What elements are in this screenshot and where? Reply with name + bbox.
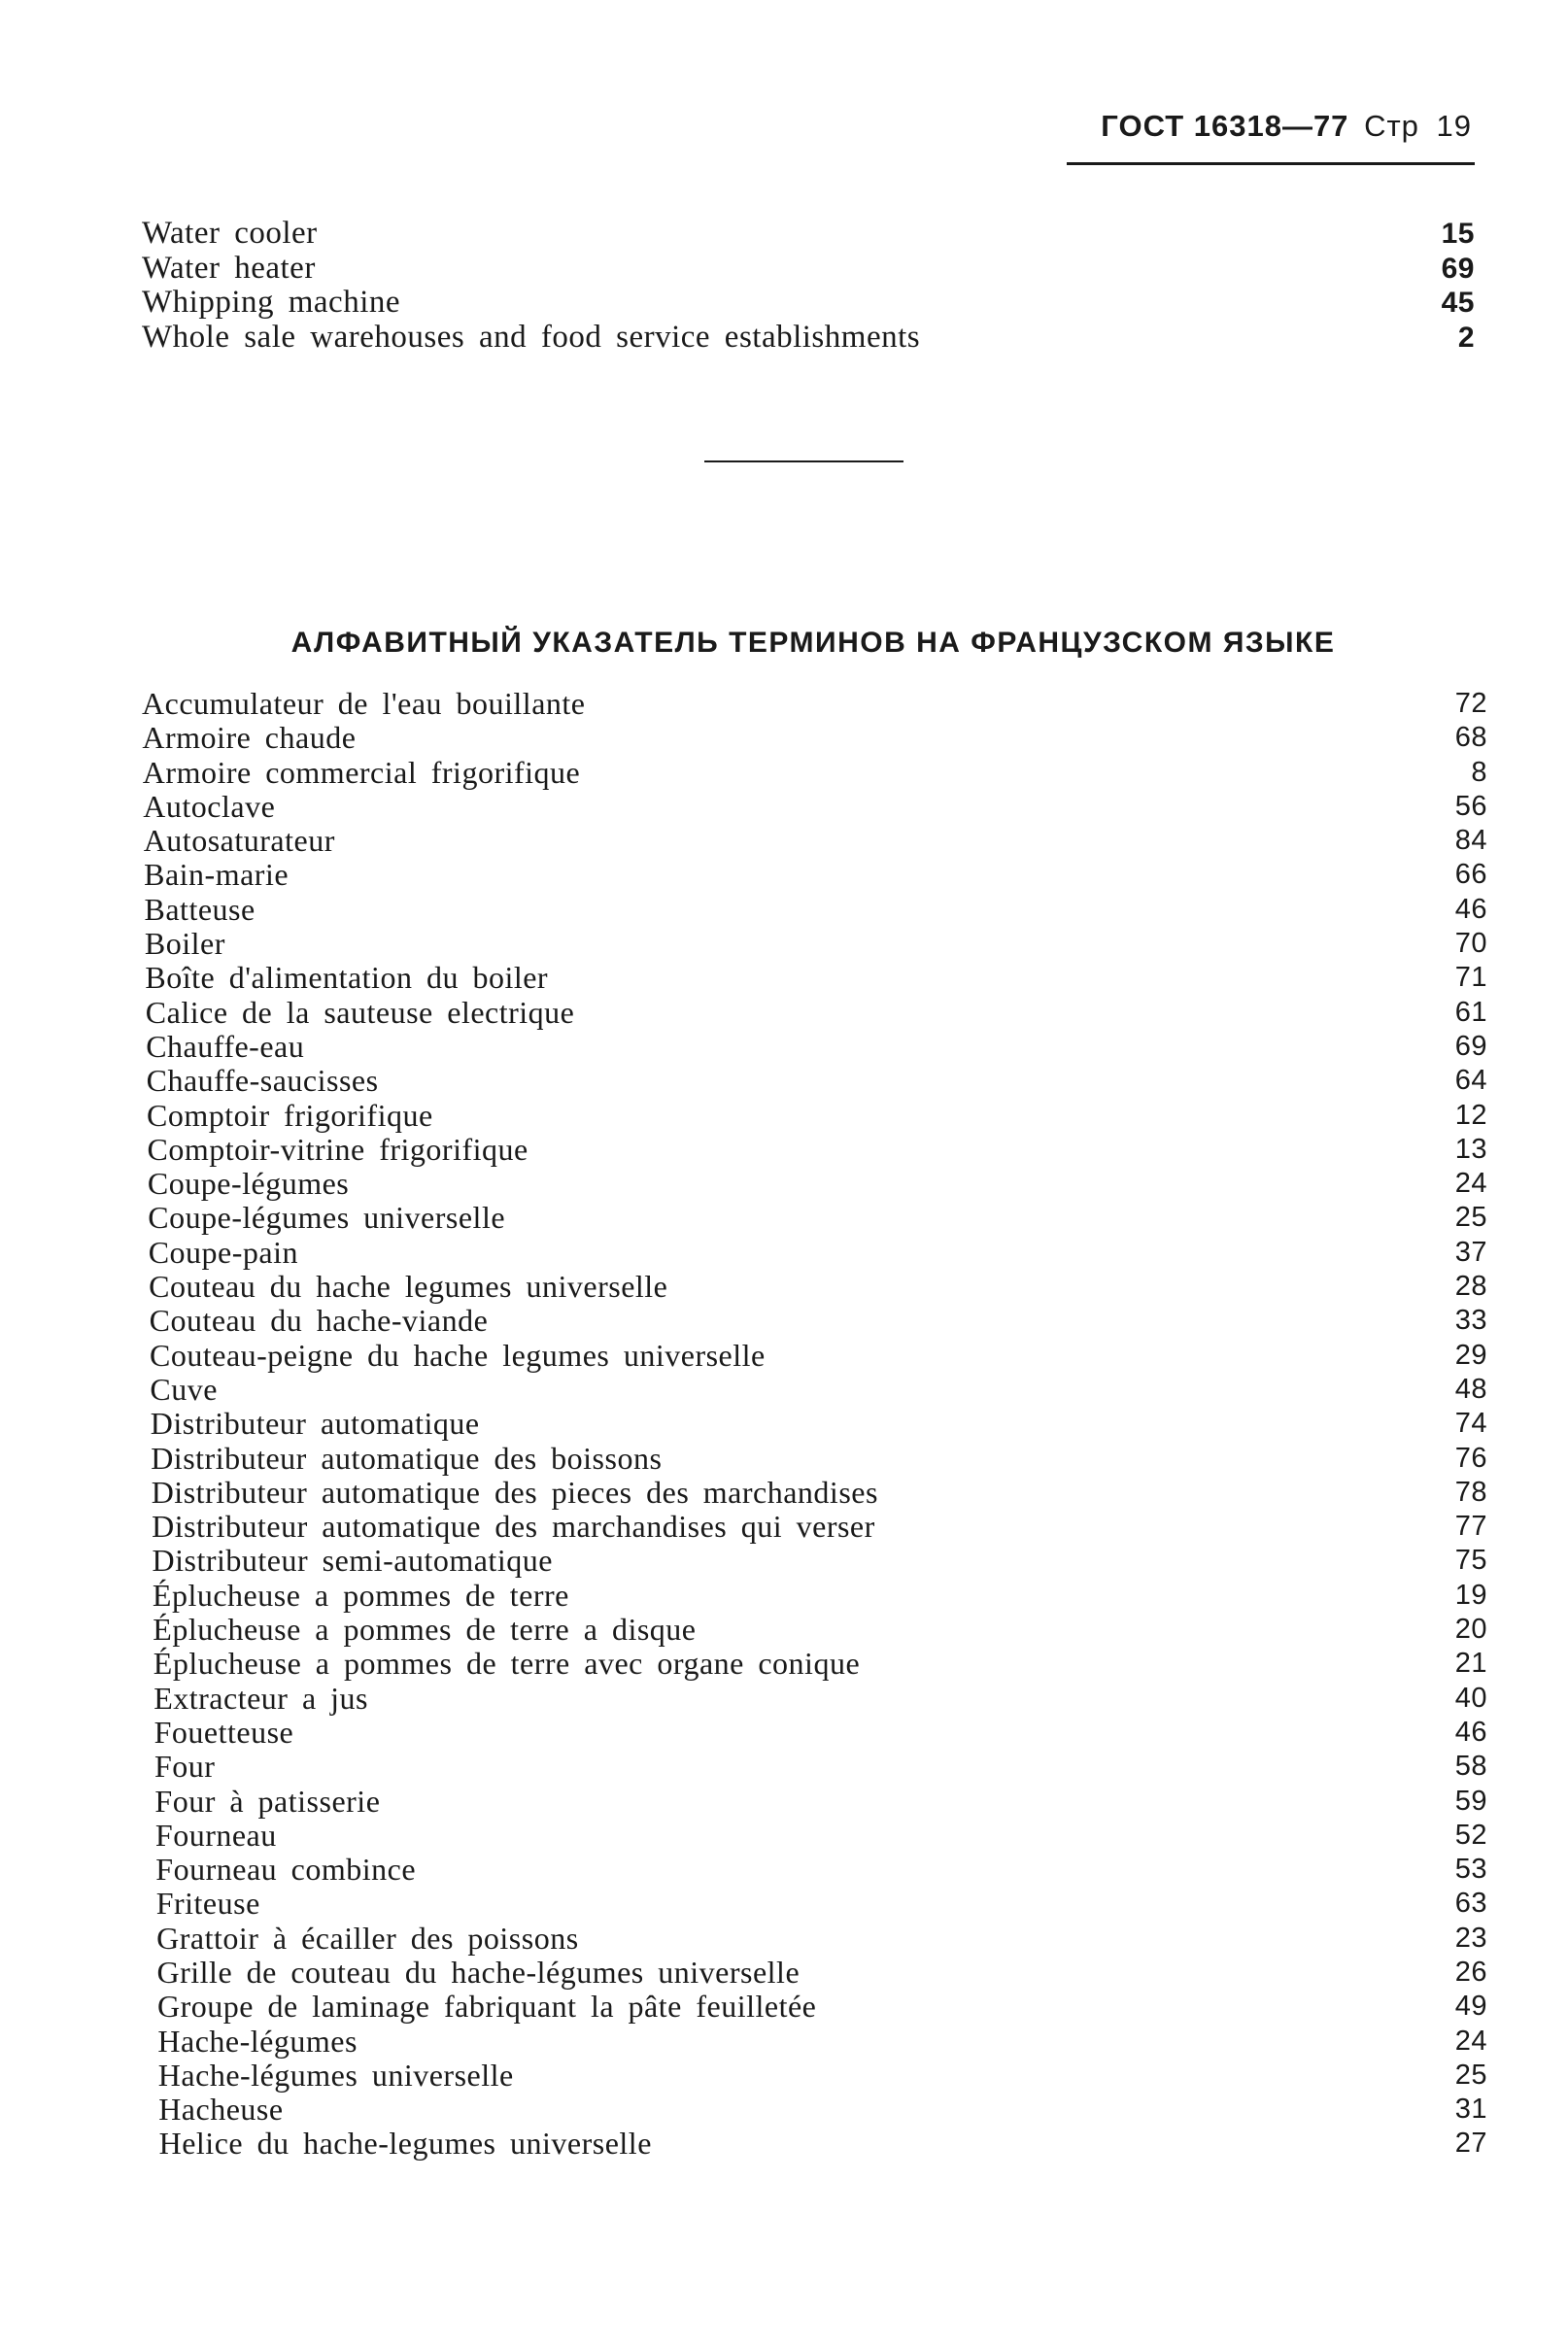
header-rule [1067,162,1475,165]
index-term: Water cooler [142,216,318,251]
index-term: Water heater [142,250,316,286]
index-term: Bain-marie [144,857,290,893]
index-entry [142,996,1487,1030]
index-entry [142,1613,1487,1647]
index-entry [142,2093,1487,2127]
index-entry [142,721,1487,755]
index-entry [142,1887,1487,1921]
index-term: Distributeur automatique des marchandises qui verser [152,1509,875,1545]
index-entry [142,1304,1487,1338]
index-term: Éplucheuse a pommes de terre avec organe conique [153,1646,861,1682]
index-entry [142,1922,1487,1956]
index-page: 8 [1471,756,1487,788]
index-term: Chauffe-eau [146,1028,305,1064]
index-term: Batteuse [144,891,256,927]
page-header [1064,109,1472,144]
section-title: АЛФАВИТНЫЙ УКАЗАТЕЛЬ ТЕРМИНОВ НА ФРАНЦУЗСКОМ ЯЗЫКЕ [290,627,1336,659]
index-term: Éplucheuse a pommes de terre [152,1577,569,1613]
index-entry [142,1853,1487,1887]
index-page: 69 [1454,1030,1487,1062]
index-term: Distributeur semi-automatique [152,1543,553,1579]
index-page: 12 [1454,1099,1487,1131]
index-term: Hache-légumes universelle [157,2057,514,2093]
index-page: 45 [1441,287,1475,319]
index-entry [142,1682,1487,1716]
index-term: Comptoir frigorifique [147,1097,433,1133]
index-entry [142,1133,1487,1167]
index-term: Four [154,1749,216,1785]
index-term: Fourneau [154,1817,277,1853]
index-term: Autosaturateur [143,823,335,859]
index-term: Coupe-légumes universelle [148,1200,506,1236]
index-entry [142,893,1487,927]
index-term: Friteuse [155,1886,260,1922]
index-entry [142,961,1487,995]
index-term: Calice de la sauteuse electrique [145,994,575,1030]
index-term: Accumulateur de l'eau bouillante [142,686,586,721]
section-separator [704,460,903,462]
index-page: 49 [1454,1991,1487,2023]
index-page: 13 [1454,1133,1487,1165]
index-page: 74 [1454,1408,1487,1440]
index-entry [142,1099,1487,1133]
index-entry [142,1579,1487,1613]
index-page: 33 [1454,1305,1487,1337]
index-term: Distributeur automatique des pieces des marchandises [151,1474,878,1510]
index-entry [142,1442,1487,1476]
index-entry [142,1647,1487,1681]
index-page: 61 [1454,996,1487,1028]
index-entry [142,1236,1487,1270]
index-term: Couteau-peigne du hache legumes universelle [150,1337,766,1373]
standard-designation: ГОСТ 16318—77 [1101,109,1349,143]
index-term: Armoire chaude [142,720,357,756]
index-term: Couteau du hache legumes universelle [149,1269,668,1305]
index-entry [142,790,1487,824]
index-page: 71 [1454,962,1487,994]
index-term: Hacheuse [158,2092,284,2128]
index-page: 64 [1454,1065,1487,1097]
index-term: Helice du hache-legumes universelle [158,2126,652,2162]
index-term: Hache-légumes [157,2023,358,2059]
index-page: 27 [1454,2128,1487,2160]
index-term: Chauffe-saucisses [146,1063,379,1099]
index-term: Couteau du hache-viande [149,1303,489,1339]
index-entry [142,1990,1487,2024]
page-prefix: Стр [1364,109,1419,143]
index-term: Fouetteuse [153,1714,294,1750]
index-page: 68 [1454,722,1487,754]
index-entry [142,1785,1487,1819]
index-page: 48 [1454,1373,1487,1405]
index-entry [142,1201,1487,1235]
index-page: 66 [1454,859,1487,891]
index-entry [142,756,1487,790]
index-entry [142,1544,1487,1578]
index-page: 20 [1454,1614,1487,1646]
index-page: 84 [1454,825,1487,857]
index-term: Grille de couteau du hache-légumes universelle [156,1954,801,1990]
index-entry [142,321,1475,356]
index-term: Coupe-légumes [147,1166,350,1202]
index-term: Fourneau combince [155,1852,417,1888]
page-number: 19 [1436,109,1472,143]
index-entry [142,217,1475,252]
index-entry [142,687,1487,721]
index-entry [142,252,1475,287]
index-page: 21 [1454,1648,1487,1680]
index-page: 53 [1454,1854,1487,1886]
index-entry [142,1476,1487,1510]
index-entry [142,1373,1487,1407]
index-entry [142,1407,1487,1441]
index-entry [142,1339,1487,1373]
index-page: 56 [1454,790,1487,822]
index-entry [142,2059,1487,2093]
index-page: 25 [1454,2059,1487,2091]
index-page: 2 [1457,321,1475,354]
index-page: 52 [1454,1819,1487,1851]
index-entry [142,1030,1487,1064]
index-term: Armoire commercial frigorifique [142,754,581,790]
index-term: Boiler [144,926,225,962]
index-entry [142,858,1487,892]
index-page: 24 [1454,2025,1487,2057]
index-entry [142,927,1487,961]
index-entry [142,1510,1487,1544]
english-index-list [142,217,1475,355]
index-page: 15 [1441,218,1475,250]
index-term: Grattoir à écailler des poissons [156,1920,579,1956]
index-page: 63 [1454,1888,1487,1920]
index-entry [142,1167,1487,1201]
index-entry [142,2127,1487,2161]
index-page: 24 [1454,1168,1487,1200]
index-page: 23 [1454,1922,1487,1954]
index-entry [142,1270,1487,1304]
index-term: Autoclave [143,788,276,824]
index-term: Éplucheuse a pommes de terre a disque [153,1612,697,1648]
index-term: Distributeur automatique des boissons [151,1440,663,1476]
index-page: 40 [1454,1682,1487,1714]
index-page: 31 [1454,2094,1487,2126]
index-page: 25 [1454,1202,1487,1234]
index-entry [142,1750,1487,1784]
index-term: Coupe-pain [148,1234,298,1270]
index-page: 46 [1454,1716,1487,1748]
index-entry [142,1819,1487,1853]
index-term: Whole sale warehouses and food service establishments [142,319,921,355]
index-term: Groupe de laminage fabriquant la pâte feuilletée [157,1989,817,2025]
index-entry [142,1716,1487,1750]
index-entry [142,1956,1487,1990]
index-term: Extracteur a jus [153,1680,368,1716]
index-page: 29 [1454,1339,1487,1371]
index-page: 46 [1454,893,1487,925]
index-term: Whipping machine [142,285,401,320]
index-page: 59 [1454,1785,1487,1817]
index-entry [142,2025,1487,2059]
index-page: 58 [1454,1751,1487,1783]
index-page: 78 [1454,1476,1487,1508]
index-term: Boîte d'alimentation du boiler [145,960,549,996]
index-page: 76 [1454,1442,1487,1474]
index-page: 77 [1454,1511,1487,1543]
index-page: 19 [1454,1579,1487,1611]
index-page: 37 [1454,1236,1487,1268]
index-term: Distributeur automatique [150,1406,480,1442]
index-page: 72 [1454,688,1487,719]
french-index-list [142,687,1487,2162]
index-page: 26 [1454,1956,1487,1988]
index-page: 69 [1441,252,1475,285]
index-page: 70 [1454,928,1487,960]
index-term: Cuve [150,1371,218,1407]
index-page: 75 [1454,1545,1487,1577]
index-term: Four à patisserie [154,1783,381,1819]
index-term: Comptoir-vitrine frigorifique [147,1131,528,1167]
index-entry [142,1064,1487,1098]
index-entry [142,286,1475,321]
index-page: 28 [1454,1271,1487,1303]
index-entry [142,824,1487,858]
